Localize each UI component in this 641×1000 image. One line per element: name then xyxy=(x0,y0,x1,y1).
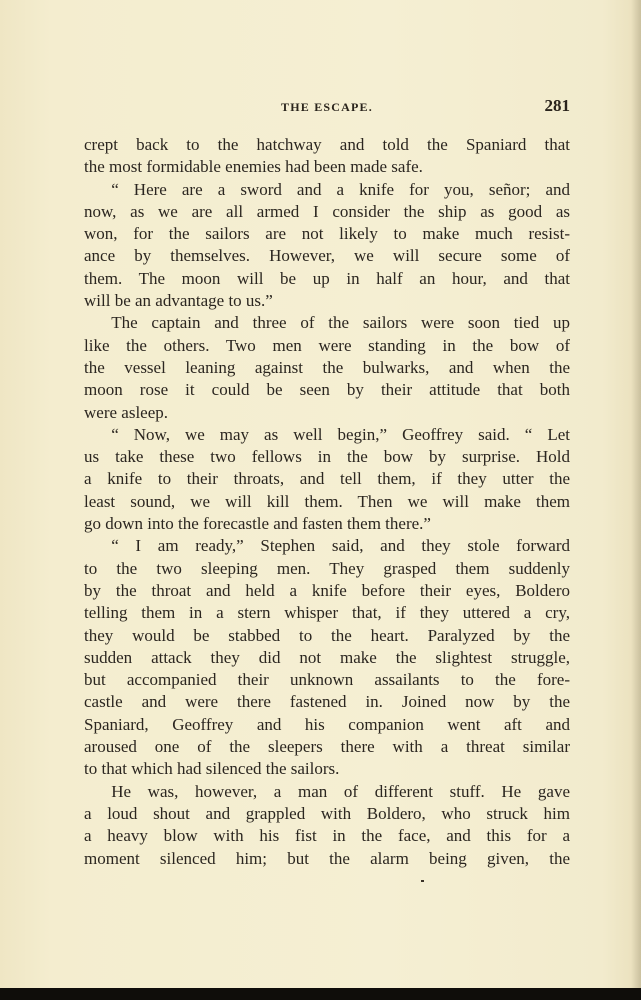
text-line: aroused one of the sleepers there with a threat similar xyxy=(84,737,570,757)
text-line: “ Now, we may as well begin,” Geoffrey said. “ Let xyxy=(111,424,570,444)
text-line: to the two sleeping men. They grasped them suddenly xyxy=(84,558,570,578)
text-line: moon rose it could be seen by their attitude that both xyxy=(84,380,570,400)
text-line: He was, however, a man of different stuff. He gave xyxy=(111,781,570,801)
text-line: “ I am ready,” Stephen said, and they stole forward xyxy=(111,536,570,556)
text-line: moment silenced him; but the alarm being given, the xyxy=(84,848,570,868)
text-line: a loud shout and grappled with Boldero, who struck him xyxy=(84,803,570,823)
text-line: least sound, we will kill them. Then we will make them xyxy=(84,491,570,511)
text-line: to that which had silenced the sailors. xyxy=(84,759,340,779)
text-line: a heavy blow with his fist in the face, and this for a xyxy=(84,826,570,846)
text-line: telling them in a stern whisper that, if they uttered a cry, xyxy=(84,603,570,623)
page-bottom-edge xyxy=(0,988,641,1000)
text-line: them. The moon will be up in half an hour, and that xyxy=(84,268,570,288)
text-line: will be an advantage to us.” xyxy=(84,291,273,311)
body-text xyxy=(84,134,570,870)
text-line: Spaniard, Geoffrey and his companion went aft and xyxy=(84,714,570,734)
text-line: sudden attack they did not make the slightest struggle, xyxy=(84,647,570,667)
text-line: were asleep. xyxy=(84,402,169,422)
running-head-title: THE ESCAPE. xyxy=(281,100,373,114)
text-line: now, as we are all armed I consider the ship as good as xyxy=(84,201,570,221)
text-line: crept back to the hatchway and told the Spaniard that xyxy=(84,135,570,154)
text-line: us take these two fellows in the bow by surprise. Hold xyxy=(84,447,570,467)
text-line: like the others. Two men were standing in the bow of xyxy=(84,335,570,355)
text-line: a knife to their throats, and tell them, if they utter the xyxy=(84,469,570,489)
text-line: by the throat and held a knife before their eyes, Boldero xyxy=(84,580,570,600)
ink-mark xyxy=(421,880,424,882)
text-line: but accompanied their unknown assailants to the fore- xyxy=(84,670,570,690)
text-line: go down into the forecastle and fasten them there.” xyxy=(84,514,431,534)
text-line: castle and were there fastened in. Joined now by the xyxy=(84,692,570,712)
running-head xyxy=(84,96,570,116)
text-line: they would be stabbed to the heart. Paralyzed by the xyxy=(84,625,570,645)
text-line: “ Here are a sword and a knife for you, señor; and xyxy=(111,179,570,199)
text-line: the vessel leaning against the bulwarks, and when the xyxy=(84,357,570,377)
page-number: 281 xyxy=(544,96,570,115)
text-line: won, for the sailors are not likely to make much resist- xyxy=(84,224,570,244)
text-line: The captain and three of the sailors were soon tied up xyxy=(111,313,570,333)
text-line: the most formidable enemies had been made safe. xyxy=(84,157,423,177)
text-line: ance by themselves. However, we will secure some of xyxy=(84,246,570,266)
